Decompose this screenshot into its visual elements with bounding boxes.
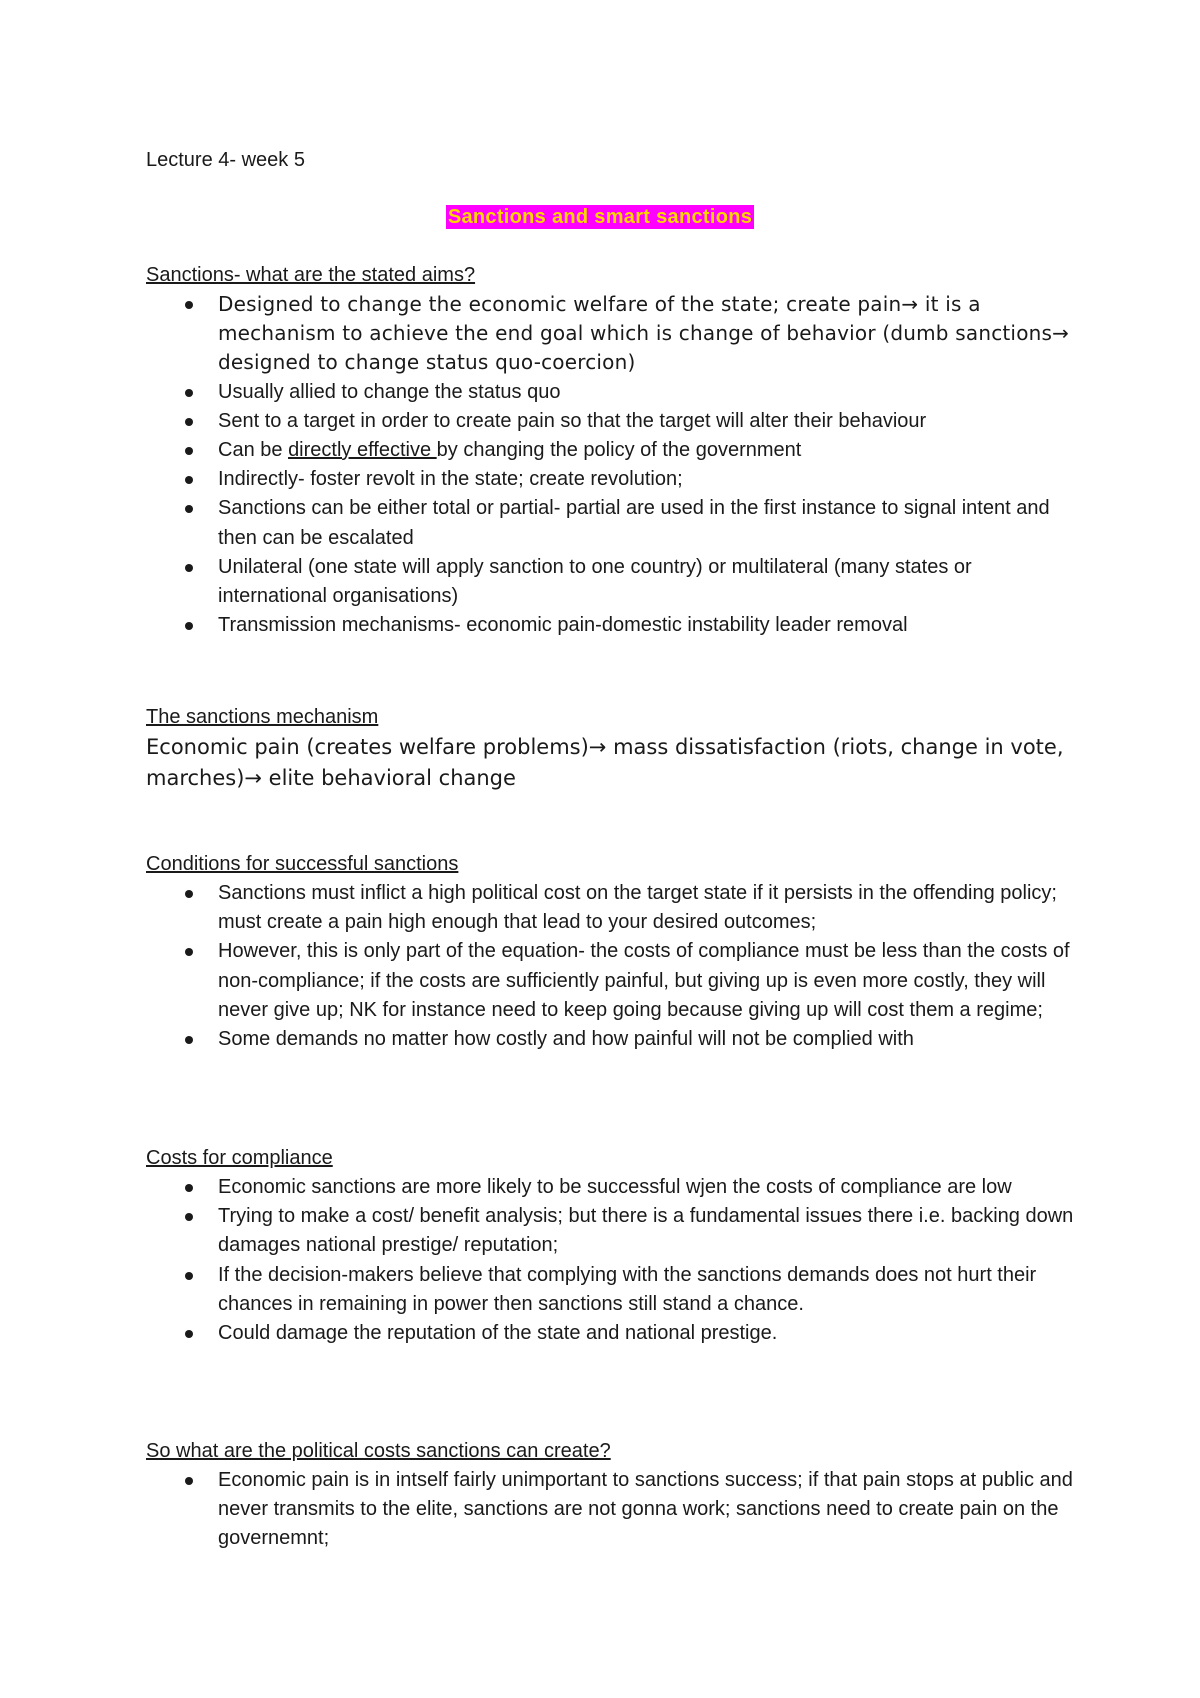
list-item: Some demands no matter how costly and how painful will not be complied with [146, 1025, 1076, 1054]
bullet-list [146, 879, 1076, 1054]
list-item: If the decision-makers believe that complying with the sanctions demands does not hurt their chances in remaining in power then sanctions still stand a chance. [146, 1261, 1076, 1319]
list-item: Indirectly- foster revolt in the state; create revolution; [146, 465, 1076, 494]
list-item: Sanctions must inflict a high political cost on the target state if it persists in the offending policy; must create a pain high enough that lead to your desired outcomes; [146, 879, 1076, 937]
list-item: Usually allied to change the status quo [146, 378, 1076, 407]
list-item: Transmission mechanisms- economic pain-domestic instability leader removal [146, 611, 1076, 640]
list-item: However, this is only part of the equation- the costs of compliance must be less than the costs of non-compliance; if the costs are sufficiently painful, but giving up is even more costly, they will never give up; NK for instance need to keep going because giving up will cost them a regime; [146, 937, 1076, 1025]
section-heading: Conditions for successful sanctions [146, 853, 459, 875]
list-item: Trying to make a cost/ benefit analysis; but there is a fundamental issues there i.e. backing down damages national prestige/ reputation; [146, 1202, 1076, 1260]
section-sanctions-mechanism [146, 703, 1076, 793]
section-heading: Sanctions- what are the stated aims? [146, 264, 476, 286]
list-item: Designed to change the economic welfare of the state; create pain→ it is a mechanism to achieve the end goal which is change of behavior (dumb sanctions→ designed to change status quo-coercion) [146, 290, 1076, 378]
list-item: Sanctions can be either total or partial- partial are used in the first instance to signal intent and then can be escalated [146, 494, 1076, 552]
mechanism-text: Economic pain (creates welfare problems)→ mass dissatisfaction (riots, change in vote, marches)→ elite behavioral change [146, 735, 1064, 790]
section-costs-compliance [146, 1144, 1076, 1348]
section-heading: Costs for compliance [146, 1147, 333, 1169]
list-item: Could damage the reputation of the state and national prestige. [146, 1319, 1076, 1348]
list-item: Unilateral (one state will apply sanction to one country) or multilateral (many states or international organisations) [146, 553, 1076, 611]
list-item: Economic sanctions are more likely to be successful wjen the costs of compliance are low [146, 1173, 1076, 1202]
section-political-costs [146, 1437, 1076, 1554]
lecture-label: Lecture 4- week 5 [146, 149, 305, 171]
list-item-text: by changing the policy of the government [436, 439, 802, 462]
bullet-list [146, 1466, 1076, 1554]
section-heading: The sanctions mechanism [146, 706, 379, 728]
section-stated-aims [146, 261, 1076, 640]
list-item-text: Can be [218, 439, 289, 462]
bullet-list [146, 290, 1076, 640]
document-title: Sanctions and smart sanctions [447, 206, 753, 228]
underlined-phrase: directly effective [288, 439, 437, 462]
list-item: Sent to a target in order to create pain so that the target will alter their behaviour [146, 407, 1076, 436]
section-conditions [146, 850, 1076, 1054]
bullet-list [146, 1173, 1076, 1348]
title-container [0, 205, 1200, 229]
list-item: Economic pain is in intself fairly unimportant to sanctions success; if that pain stops at public and never transmits to the elite, sanctions are not gonna work; sanctions need to create pain on the governemnt; [146, 1466, 1076, 1554]
section-heading: So what are the political costs sanctions can create? [146, 1440, 611, 1462]
list-item [146, 436, 1076, 465]
